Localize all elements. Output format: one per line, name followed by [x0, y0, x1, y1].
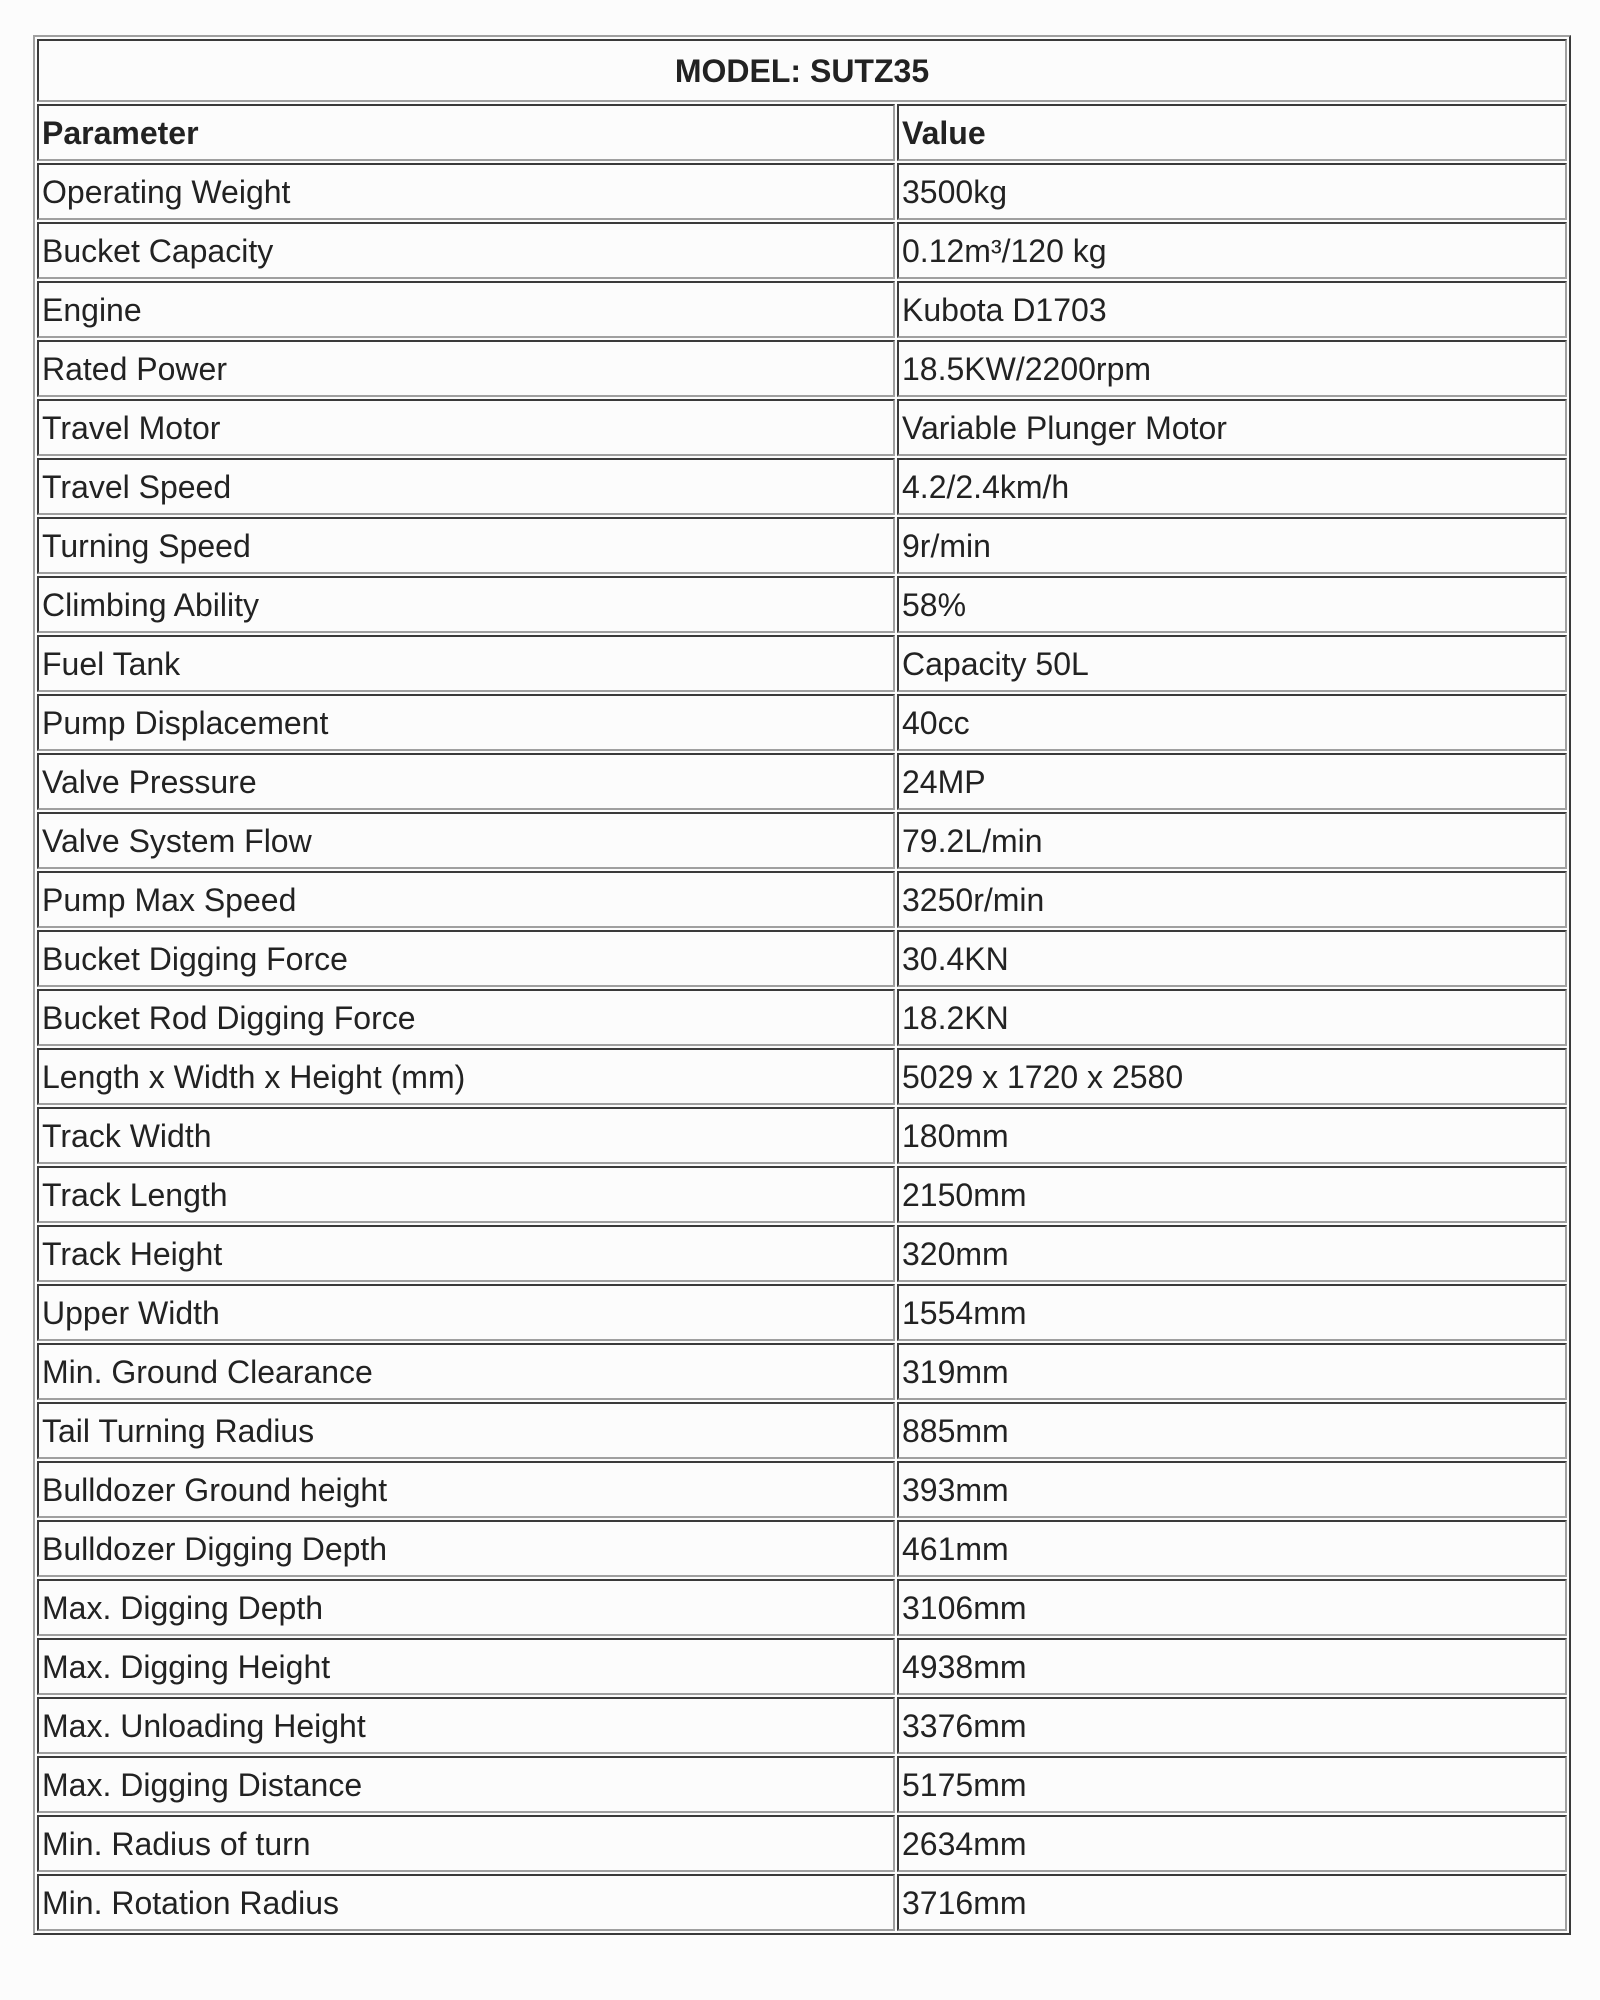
table-row	[37, 1461, 1567, 1518]
parameter-cell: Track Height	[37, 1225, 895, 1282]
table-row	[37, 1048, 1567, 1105]
value-cell: Capacity 50L	[897, 635, 1567, 692]
value-cell: 40cc	[897, 694, 1567, 751]
parameter-cell: Tail Turning Radius	[37, 1402, 895, 1459]
table-row	[37, 1225, 1567, 1282]
value-cell: 1554mm	[897, 1284, 1567, 1341]
parameter-cell: Length x Width x Height (mm)	[37, 1048, 895, 1105]
parameter-cell: Track Length	[37, 1166, 895, 1223]
parameter-cell: Valve Pressure	[37, 753, 895, 810]
parameter-cell: Travel Speed	[37, 458, 895, 515]
parameter-cell: Fuel Tank	[37, 635, 895, 692]
table-row	[37, 930, 1567, 987]
parameter-cell: Bucket Rod Digging Force	[37, 989, 895, 1046]
table-row	[37, 635, 1567, 692]
spec-table	[33, 35, 1571, 1935]
table-row	[37, 1874, 1567, 1931]
header-value: Value	[897, 104, 1567, 161]
value-cell: 319mm	[897, 1343, 1567, 1400]
value-cell: 9r/min	[897, 517, 1567, 574]
table-row	[37, 222, 1567, 279]
title-row	[37, 39, 1567, 102]
value-cell: 2634mm	[897, 1815, 1567, 1872]
table-row	[37, 753, 1567, 810]
value-cell: 180mm	[897, 1107, 1567, 1164]
table-row	[37, 1697, 1567, 1754]
value-cell: 5175mm	[897, 1756, 1567, 1813]
table-row	[37, 1284, 1567, 1341]
table-row	[37, 576, 1567, 633]
value-cell: 0.12m³/120 kg	[897, 222, 1567, 279]
value-cell: 18.5KW/2200rpm	[897, 340, 1567, 397]
value-cell: 4.2/2.4km/h	[897, 458, 1567, 515]
table-row	[37, 281, 1567, 338]
parameter-cell: Min. Radius of turn	[37, 1815, 895, 1872]
parameter-cell: Max. Digging Height	[37, 1638, 895, 1695]
value-cell: 4938mm	[897, 1638, 1567, 1695]
value-cell: 30.4KN	[897, 930, 1567, 987]
value-cell: 3250r/min	[897, 871, 1567, 928]
parameter-cell: Engine	[37, 281, 895, 338]
parameter-cell: Max. Digging Distance	[37, 1756, 895, 1813]
table-row	[37, 1166, 1567, 1223]
spec-table-body	[37, 39, 1567, 1931]
table-row	[37, 1402, 1567, 1459]
parameter-cell: Turning Speed	[37, 517, 895, 574]
table-row	[37, 1638, 1567, 1695]
table-row	[37, 871, 1567, 928]
table-row	[37, 1756, 1567, 1813]
parameter-cell: Bucket Digging Force	[37, 930, 895, 987]
parameter-cell: Rated Power	[37, 340, 895, 397]
value-cell: Kubota D1703	[897, 281, 1567, 338]
table-row	[37, 694, 1567, 751]
value-cell: 3106mm	[897, 1579, 1567, 1636]
value-cell: 24MP	[897, 753, 1567, 810]
parameter-cell: Bucket Capacity	[37, 222, 895, 279]
parameter-cell: Bulldozer Ground height	[37, 1461, 895, 1518]
parameter-cell: Min. Ground Clearance	[37, 1343, 895, 1400]
header-row	[37, 104, 1567, 161]
value-cell: 18.2KN	[897, 989, 1567, 1046]
table-row	[37, 340, 1567, 397]
parameter-cell: Operating Weight	[37, 163, 895, 220]
value-cell: 58%	[897, 576, 1567, 633]
value-cell: 79.2L/min	[897, 812, 1567, 869]
parameter-cell: Max. Unloading Height	[37, 1697, 895, 1754]
table-row	[37, 989, 1567, 1046]
parameter-cell: Pump Displacement	[37, 694, 895, 751]
value-cell: 461mm	[897, 1520, 1567, 1577]
table-row	[37, 163, 1567, 220]
value-cell: 885mm	[897, 1402, 1567, 1459]
parameter-cell: Climbing Ability	[37, 576, 895, 633]
parameter-cell: Min. Rotation Radius	[37, 1874, 895, 1931]
table-row	[37, 458, 1567, 515]
table-row	[37, 1343, 1567, 1400]
table-row	[37, 1520, 1567, 1577]
header-parameter: Parameter	[37, 104, 895, 161]
parameter-cell: Travel Motor	[37, 399, 895, 456]
table-row	[37, 517, 1567, 574]
parameter-cell: Max. Digging Depth	[37, 1579, 895, 1636]
parameter-cell: Track Width	[37, 1107, 895, 1164]
parameter-cell: Pump Max Speed	[37, 871, 895, 928]
table-row	[37, 399, 1567, 456]
value-cell: 3500kg	[897, 163, 1567, 220]
value-cell: 2150mm	[897, 1166, 1567, 1223]
value-cell: 5029 x 1720 x 2580	[897, 1048, 1567, 1105]
table-row	[37, 812, 1567, 869]
table-row	[37, 1579, 1567, 1636]
parameter-cell: Bulldozer Digging Depth	[37, 1520, 895, 1577]
value-cell: 320mm	[897, 1225, 1567, 1282]
value-cell: 393mm	[897, 1461, 1567, 1518]
table-row	[37, 1815, 1567, 1872]
value-cell: 3716mm	[897, 1874, 1567, 1931]
value-cell: Variable Plunger Motor	[897, 399, 1567, 456]
value-cell: 3376mm	[897, 1697, 1567, 1754]
table-row	[37, 1107, 1567, 1164]
parameter-cell: Upper Width	[37, 1284, 895, 1341]
table-title: MODEL: SUTZ35	[37, 39, 1567, 102]
parameter-cell: Valve System Flow	[37, 812, 895, 869]
